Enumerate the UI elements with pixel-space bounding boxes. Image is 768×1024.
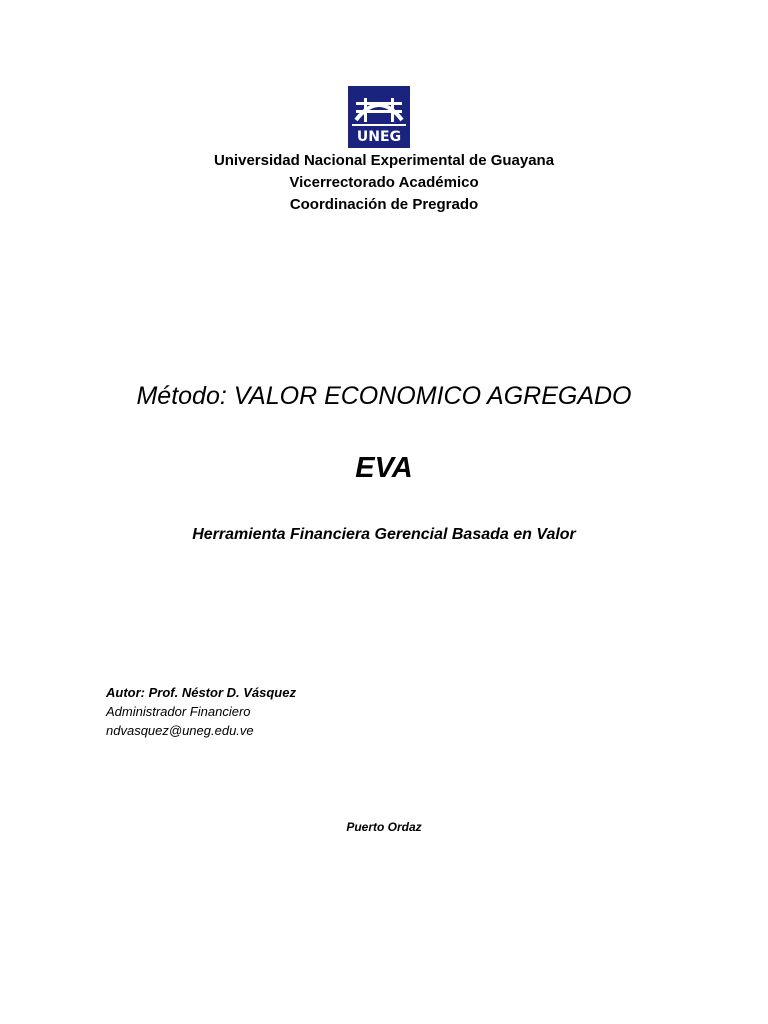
uneg-logo-icon bbox=[348, 86, 410, 148]
uneg-logo bbox=[348, 86, 410, 148]
author-email: ndvasquez@uneg.edu.ve bbox=[106, 723, 254, 738]
author-role: Administrador Financiero bbox=[106, 704, 251, 719]
vice-rectorate: Vicerrectorado Académico bbox=[289, 174, 479, 191]
svg-text:UNEG: UNEG bbox=[356, 129, 402, 145]
institution-header bbox=[0, 150, 768, 216]
author-name: Autor: Prof. Néstor D. Vásquez bbox=[106, 685, 296, 700]
university-name: Universidad Nacional Experimental de Guayana bbox=[213, 152, 555, 169]
coordination: Coordinación de Pregrado bbox=[289, 196, 479, 213]
author-block bbox=[106, 683, 296, 740]
acronym-title: EVA bbox=[355, 452, 413, 484]
document-subtitle: Herramienta Financiera Gerencial Basada en Valor bbox=[192, 526, 576, 543]
place-name: Puerto Ordaz bbox=[346, 820, 422, 834]
method-title: Método: VALOR ECONOMICO AGREGADO bbox=[136, 382, 632, 410]
